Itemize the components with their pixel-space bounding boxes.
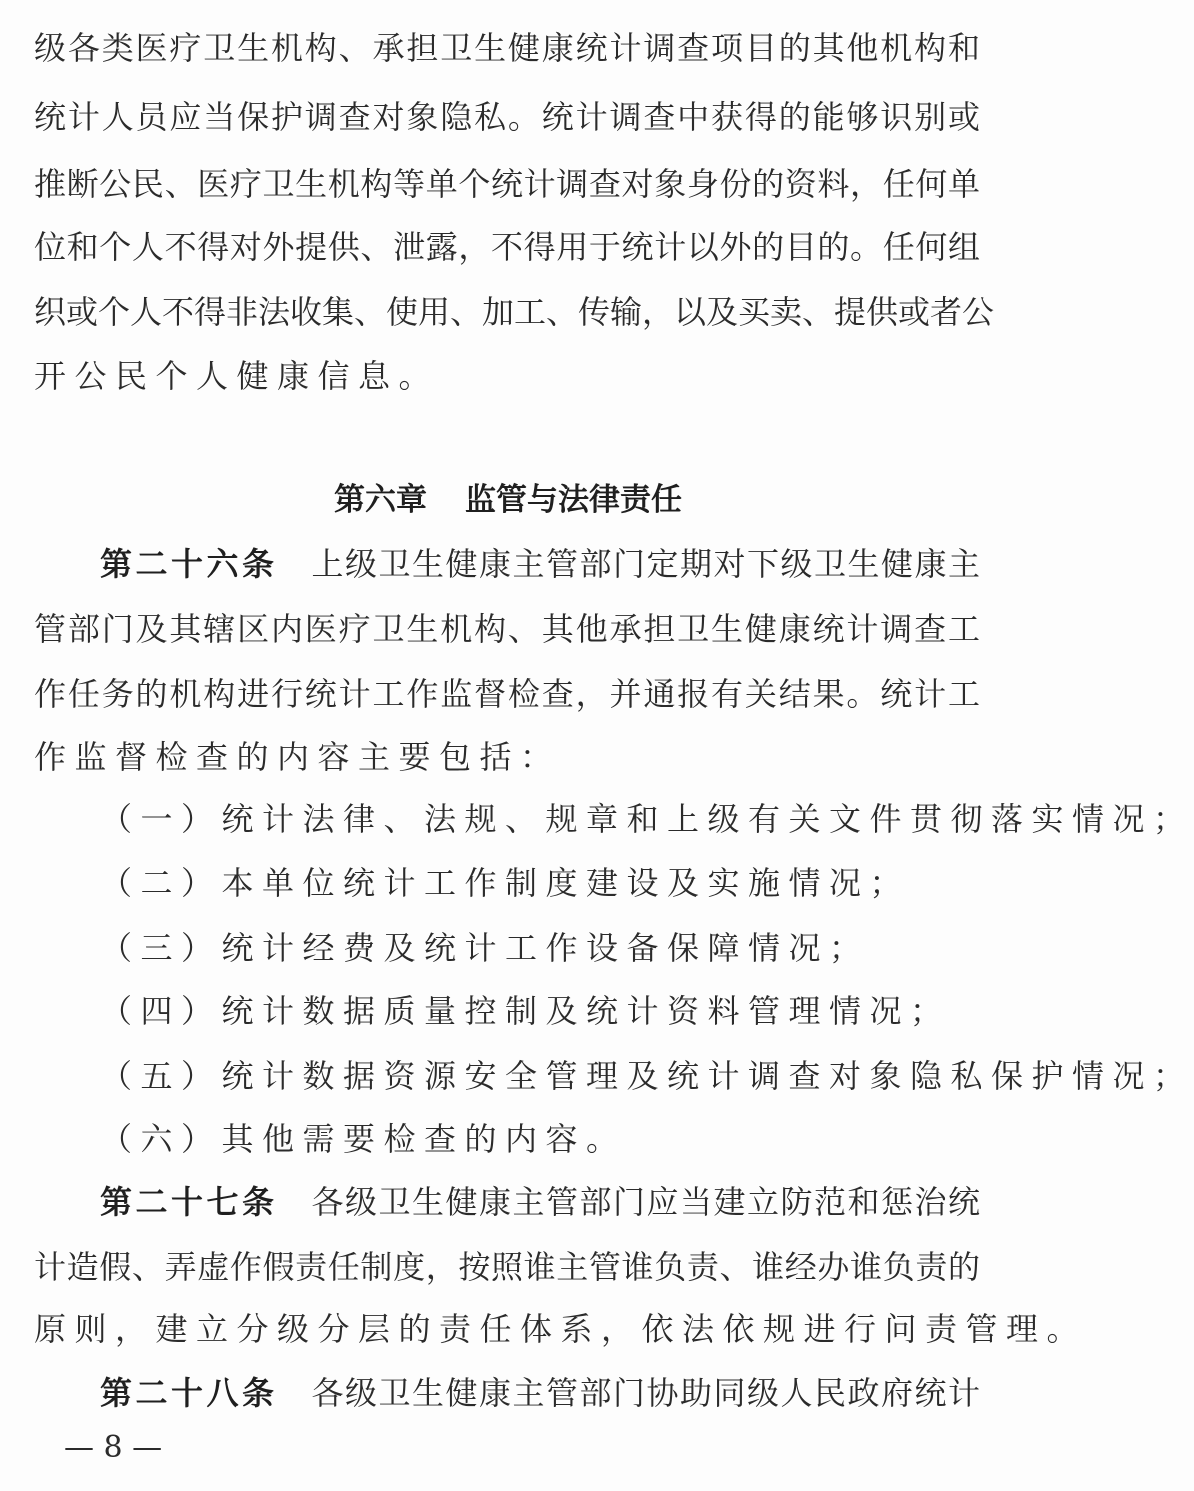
- page-number: — 8 —: [64, 1430, 163, 1465]
- article-27-first-line: [100, 1182, 980, 1222]
- text-line: 作监督检查的内容主要包括：: [34, 738, 561, 776]
- text-line: 开公民个人健康信息。: [34, 357, 440, 395]
- text-line: 级各类医疗卫生机构、承担卫生健康统计调查项目的其他机构和: [34, 29, 980, 67]
- list-item: （一）统计法律、法规、规章和上级有关文件贯彻落实情况；: [100, 800, 1194, 838]
- text-line: 计造假、弄虚作假责任制度，按照谁主管谁负责、谁经办谁负责的: [34, 1248, 980, 1286]
- chapter-number: 第六章: [334, 482, 427, 518]
- list-item: （五）统计数据资源安全管理及统计调查对象隐私保护情况；: [100, 1057, 1194, 1095]
- text-line: 各级卫生健康主管部门协助同级人民政府统计: [311, 1374, 980, 1412]
- list-item: （二）本单位统计工作制度建设及实施情况；: [100, 864, 911, 902]
- list-item: （六）其他需要检查的内容。: [100, 1120, 627, 1158]
- text-line: 推断公民、医疗卫生机构等单个统计调查对象身份的资料，任何单: [34, 165, 980, 203]
- article-28-first-line: [100, 1373, 980, 1413]
- article-28-heading: 第二十八条: [100, 1374, 278, 1412]
- text-line: 原则，建立分级分层的责任体系，依法依规进行问责管理。: [34, 1310, 1088, 1348]
- text-line: 统计人员应当保护调查对象隐私。统计调查中获得的能够识别或: [34, 98, 980, 136]
- list-item: （四）统计数据质量控制及统计资料管理情况；: [100, 992, 951, 1030]
- text-line: 管部门及其辖区内医疗卫生机构、其他承担卫生健康统计调查工: [34, 610, 980, 648]
- text-line: 作任务的机构进行统计工作监督检查，并通报有关结果。统计工: [34, 675, 980, 713]
- list-item: （三）统计经费及统计工作设备保障情况；: [100, 929, 870, 967]
- text-line: 织或个人不得非法收集、使用、加工、传输，以及买卖、提供或者公: [34, 293, 995, 331]
- text-line: 各级卫生健康主管部门应当建立防范和惩治统: [311, 1183, 980, 1221]
- article-26-first-line: [100, 544, 980, 584]
- article-27-heading: 第二十七条: [100, 1183, 278, 1221]
- chapter-heading: [0, 478, 1016, 522]
- article-26-heading: 第二十六条: [100, 545, 278, 583]
- text-line: 上级卫生健康主管部门定期对下级卫生健康主: [311, 545, 980, 583]
- chapter-title: 监管与法律责任: [465, 482, 682, 518]
- text-line: 位和个人不得对外提供、泄露，不得用于统计以外的目的。任何组: [34, 228, 980, 266]
